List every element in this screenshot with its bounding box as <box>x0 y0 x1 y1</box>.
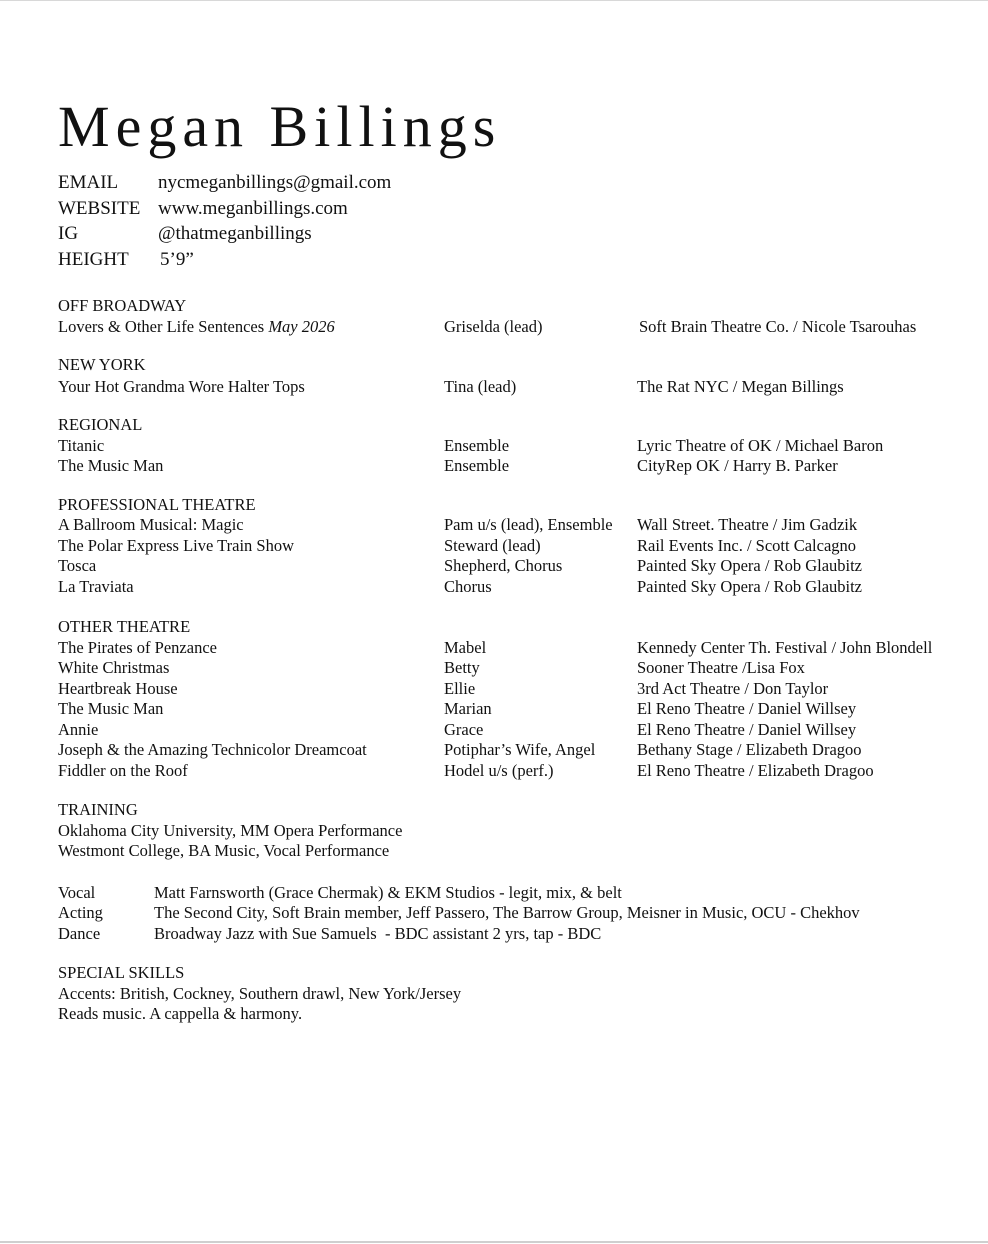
contact-height-row <box>58 247 391 273</box>
credit-company: 3rd Act Theatre / Don Taylor <box>637 678 829 698</box>
credit-company: Bethany Stage / Elizabeth Dragoo <box>637 740 862 759</box>
contact-email-row <box>58 170 391 196</box>
show-date: May 2026 <box>268 316 335 336</box>
credit-row <box>58 436 978 457</box>
credit-show: The Pirates of Penzance <box>58 637 217 657</box>
credit-role: Shepherd, Chorus <box>444 556 563 575</box>
study-row-dance <box>58 924 978 945</box>
study-label: Vocal <box>58 882 96 902</box>
study-detail: The Second City, Soft Brain member, Jeff Passero, The Barrow Group, Meisner in Music, OCU - Chekhov <box>154 903 860 922</box>
credit-show: La Traviata <box>58 576 134 596</box>
section-heading: OFF BROADWAY <box>58 296 187 315</box>
credit-company: Sooner Theatre /Lisa Fox <box>637 658 805 677</box>
credit-row <box>58 761 978 782</box>
credit-role: Pam u/s (lead), Ensemble <box>444 515 613 534</box>
credit-row <box>58 456 978 477</box>
credit-company: Soft Brain Theatre Co. / Nicole Tsarouhas <box>639 316 917 336</box>
contact-website-row <box>58 196 391 222</box>
credit-role: Marian <box>444 699 492 718</box>
credit-role: Ellie <box>444 678 476 698</box>
credit-company: Painted Sky Opera / Rob Glaubitz <box>637 576 863 596</box>
top-divider <box>0 0 988 1</box>
section-heading: NEW YORK <box>58 355 146 374</box>
section-other-theatre <box>58 617 978 781</box>
credit-show: Titanic <box>58 435 105 455</box>
credit-role: Grace <box>444 719 484 739</box>
study-label: Dance <box>58 923 101 943</box>
study-row-acting <box>58 903 978 924</box>
section-heading: PROFESSIONAL THEATRE <box>58 494 256 514</box>
section-heading: TRAINING <box>58 800 138 819</box>
section-professional-theatre <box>58 495 978 598</box>
credit-show: Your Hot Grandma Wore Halter Tops <box>58 376 305 396</box>
credit-show: The Polar Express Live Train Show <box>58 535 295 555</box>
bottom-divider <box>0 1241 988 1243</box>
credit-role: Betty <box>444 658 480 677</box>
credit-row <box>58 317 978 338</box>
credit-company: Rail Events Inc. / Scott Calcagno <box>637 535 857 555</box>
credit-show: Annie <box>58 719 99 739</box>
section-regional <box>58 415 978 477</box>
credit-show: White Christmas <box>58 658 170 677</box>
study-detail: Matt Farnsworth (Grace Chermak) & EKM Studios - legit, mix, & belt <box>154 882 622 902</box>
credit-show: Heartbreak House <box>58 678 178 698</box>
credit-company: El Reno Theatre / Elizabeth Dragoo <box>637 760 874 780</box>
credit-row <box>58 740 978 761</box>
credit-role: Potiphar’s Wife, Angel <box>444 740 596 759</box>
skill-line: Reads music. A cappella & harmony. <box>58 1004 303 1023</box>
credit-company: Wall Street. Theatre / Jim Gadzik <box>637 515 858 534</box>
show-title: Lovers & Other Life Sentences <box>58 316 265 336</box>
resume-name: Megan Billings <box>58 94 502 159</box>
credit-company: CityRep OK / Harry B. Parker <box>637 456 838 475</box>
credit-role: Griselda (lead) <box>444 316 543 336</box>
credit-role: Steward (lead) <box>444 535 541 555</box>
contact-label: HEIGHT <box>58 248 129 270</box>
section-heading: SPECIAL SKILLS <box>58 963 185 982</box>
credit-role: Ensemble <box>444 435 510 455</box>
credit-row <box>58 536 978 557</box>
study-label: Acting <box>58 903 103 922</box>
contact-block <box>58 170 391 272</box>
skill-line: Accents: British, Cockney, Southern drawl, New York/Jersey <box>58 983 462 1003</box>
section-off-broadway <box>58 296 978 337</box>
website-value[interactable]: www.meganbillings.com <box>158 197 348 219</box>
section-special-skills <box>58 963 978 1025</box>
credit-company: El Reno Theatre / Daniel Willsey <box>637 719 857 739</box>
credit-role: Chorus <box>444 576 492 596</box>
credit-row <box>58 556 978 577</box>
credit-row <box>58 720 978 741</box>
credit-row <box>58 679 978 700</box>
resume-body <box>58 296 978 1025</box>
degree-line: Oklahoma City University, MM Opera Performance <box>58 820 403 840</box>
credit-row <box>58 577 978 598</box>
credit-row <box>58 658 978 679</box>
credit-company: Kennedy Center Th. Festival / John Blondell <box>637 637 933 657</box>
height-value: 5’9” <box>160 248 194 270</box>
credit-role: Tina (lead) <box>444 376 517 396</box>
credit-role: Mabel <box>444 637 487 657</box>
section-training <box>58 800 978 944</box>
contact-label: WEBSITE <box>58 197 141 219</box>
credit-show: Fiddler on the Roof <box>58 760 188 780</box>
credit-company: Lyric Theatre of OK / Michael Baron <box>637 435 884 455</box>
credit-row <box>58 377 978 398</box>
credit-company: El Reno Theatre / Daniel Willsey <box>637 699 857 718</box>
credit-row <box>58 515 978 536</box>
email-value[interactable]: nycmeganbillings@gmail.com <box>158 172 392 193</box>
credit-row <box>58 699 978 720</box>
credit-show: The Music Man <box>58 456 164 475</box>
study-row-vocal <box>58 883 978 904</box>
credit-show: Tosca <box>58 556 97 575</box>
section-new-york <box>58 355 978 397</box>
contact-ig-row <box>58 221 391 247</box>
credit-show: The Music Man <box>58 699 164 718</box>
degree-line: Westmont College, BA Music, Vocal Performance <box>58 841 390 860</box>
credit-row <box>58 638 978 659</box>
credit-company: Painted Sky Opera / Rob Glaubitz <box>637 556 863 575</box>
credit-role: Hodel u/s (perf.) <box>444 760 554 780</box>
credit-role: Ensemble <box>444 456 510 475</box>
contact-label: EMAIL <box>58 172 119 193</box>
credit-show: Joseph & the Amazing Technicolor Dreamcoat <box>58 740 367 759</box>
section-heading: OTHER THEATRE <box>58 617 191 636</box>
credit-show <box>58 317 444 338</box>
instagram-value[interactable]: @thatmeganbillings <box>158 223 312 244</box>
credit-show: A Ballroom Musical: Magic <box>58 515 244 534</box>
study-detail: Broadway Jazz with Sue Samuels - BDC assistant 2 yrs, tap - BDC <box>154 923 602 943</box>
credit-company: The Rat NYC / Megan Billings <box>637 376 844 396</box>
contact-label: IG <box>58 223 79 244</box>
section-heading: REGIONAL <box>58 415 143 434</box>
